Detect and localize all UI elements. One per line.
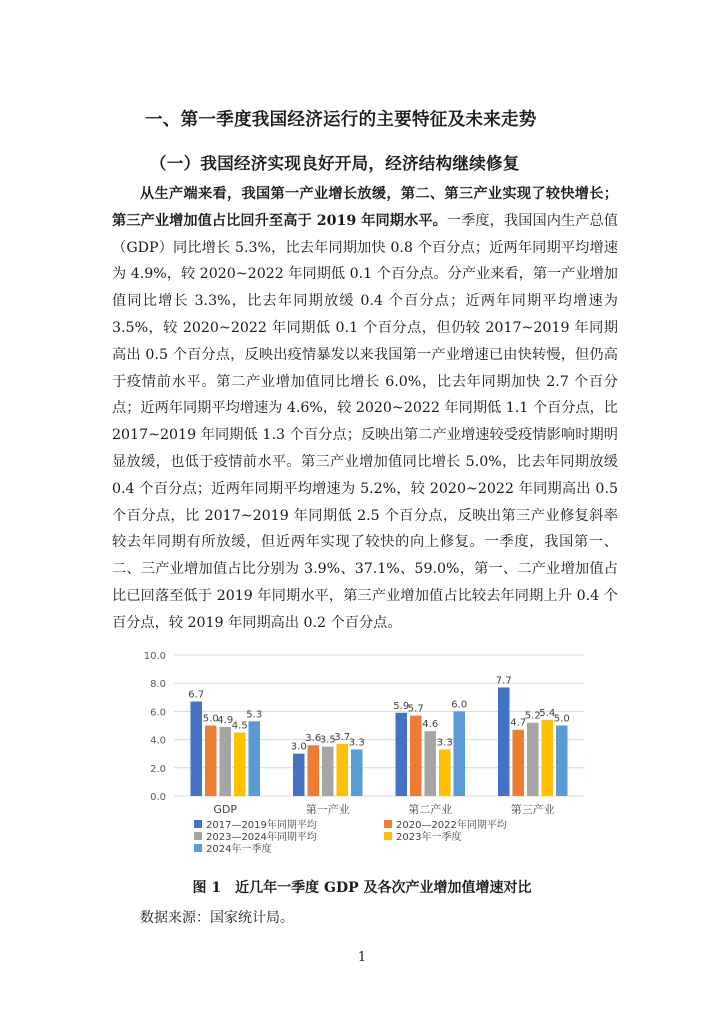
data-label: 3.3 — [348, 737, 365, 749]
bar — [410, 716, 422, 796]
figure-caption: 图 1 近几年一季度 GDP 及各次产业增加值增速对比 — [192, 880, 532, 896]
legend-swatch — [194, 832, 202, 840]
bar — [220, 727, 232, 796]
data-label: 7.7 — [495, 675, 512, 687]
y-tick-label: 4.0 — [150, 735, 166, 747]
data-label: 3.7 — [334, 731, 351, 743]
legend-swatch — [194, 844, 202, 852]
data-label: 5.9 — [393, 700, 410, 712]
category-label: GDP — [213, 803, 238, 816]
data-label: 5.7 — [407, 703, 424, 715]
y-tick-label: 6.0 — [150, 707, 166, 719]
section-heading: 一、第一季度我国经济运行的主要特征及未来走势 — [145, 110, 537, 130]
y-tick-label: 8.0 — [150, 679, 166, 691]
bar — [454, 711, 466, 796]
body-paragraph — [112, 181, 618, 637]
subsection-heading: （一）我国经济实现良好开局，经济结构继续修复 — [150, 154, 520, 173]
page-number: 1 — [357, 950, 367, 965]
data-label: 3.5 — [319, 734, 336, 746]
y-tick-label: 0.0 — [150, 792, 166, 803]
data-label: 4.6 — [422, 719, 439, 731]
data-label: 6.7 — [188, 689, 205, 701]
bar — [425, 731, 437, 796]
data-label: 3.6 — [305, 733, 322, 745]
bar — [542, 720, 554, 796]
bar — [234, 733, 246, 796]
bar — [249, 721, 261, 796]
data-source: 数据来源：国家统计局。 — [140, 910, 294, 926]
bar — [308, 745, 320, 796]
legend-label: 2020—2022年同期平均 — [396, 820, 507, 831]
bar — [205, 726, 217, 797]
data-label: 4.9 — [217, 714, 234, 726]
category-label: 第二产业 — [408, 803, 453, 816]
data-label: 5.0 — [202, 713, 219, 725]
bar — [556, 726, 568, 797]
legend-label: 2017—2019年同期平均 — [206, 820, 317, 831]
bar — [396, 713, 408, 796]
bar — [498, 687, 510, 796]
data-label: 5.2 — [524, 710, 541, 722]
data-label: 6.0 — [451, 699, 468, 711]
legend-swatch — [194, 820, 202, 828]
bar — [337, 744, 349, 796]
legend-label: 2023—2024年同期平均 — [206, 832, 317, 843]
bar — [191, 702, 203, 796]
paragraph-rest: 一季度，我国国内生产总值（GDP）同比增长 5.3%，比去年同期加快 0.8 个百分点；近两年同期平均增速为 4.9%，较 2020~2022 年同期低 0.1 个百分点。分产业来看，第一产业增加值同比增长 3.3%，比去年同期放缓 0.4 个百分点；近两年同期平均增速为 3.5%，较 2020~2022 年同期低 0.1 个百分点，但仍较 2017~2019 年同期高出 0.5 个百分点，反映出疫情暴发以来我国第一产业增速已由快转慢，但仍高于疫情前水平。第二产业增加值同比增长 6.0%，比去年同期加快 2.7 个百分点；近两年同期平均增速为 4.6%，较 2020~2022 年同期低 1.1 个百分点，比 2017~2019 年同期低 1.3 个百分点；反映出第二产业增速较受疫情影响时期明显放缓，也低于疫情前水平。第三产业增加值同比增长 5.0%，比去年同期放缓 0.4 个百分点；近两年同期平均增速为 5.2%，较 2020~2022 年同期高出 0.5 个百分点，比 2017~2019 年同期低 2.5 个百分点，反映出第三产业修复斜率较去年同期有所放缓，但近两年实现了较快的向上修复。一季度，我国第一、二、三产业增加值占比分别为 3.9%、37.1%、59.0%，第一、二产业增加值占比已回落至低于 2019 年同期水平，第三产业增加值占比较去年同期上升 0.4 个百分点，较 2019 年同期高出 0.2 个百分点。 — [112, 212, 618, 631]
legend-label: 2024年一季度 — [206, 844, 272, 855]
chart-svg — [132, 640, 592, 870]
data-label: 3.0 — [290, 741, 307, 753]
data-label: 5.0 — [553, 713, 570, 725]
y-tick-label: 10.0 — [143, 651, 166, 662]
bar — [513, 730, 525, 796]
data-label: 4.7 — [510, 717, 527, 729]
data-label: 3.3 — [436, 737, 453, 749]
bar — [527, 723, 539, 796]
data-label: 4.5 — [231, 720, 248, 732]
data-label: 5.3 — [246, 709, 263, 721]
legend-label: 2023年一季度 — [396, 832, 462, 843]
legend-swatch — [384, 832, 392, 840]
category-label: 第一产业 — [305, 803, 350, 816]
gdp-growth-chart — [132, 640, 592, 870]
bar — [439, 749, 451, 796]
bar — [351, 749, 363, 796]
paragraph-lead: 从生产端来看，我国第一产业增长放缓，第二、第三产业实现了较快增长；第三产业增加值占比回升至高于 2019 年同期水平。 — [112, 186, 618, 229]
data-label: 5.4 — [539, 707, 556, 719]
legend-swatch — [384, 820, 392, 828]
y-tick-label: 2.0 — [150, 763, 166, 775]
bar — [293, 754, 305, 796]
bar — [322, 747, 334, 796]
category-label: 第三产业 — [510, 803, 555, 816]
